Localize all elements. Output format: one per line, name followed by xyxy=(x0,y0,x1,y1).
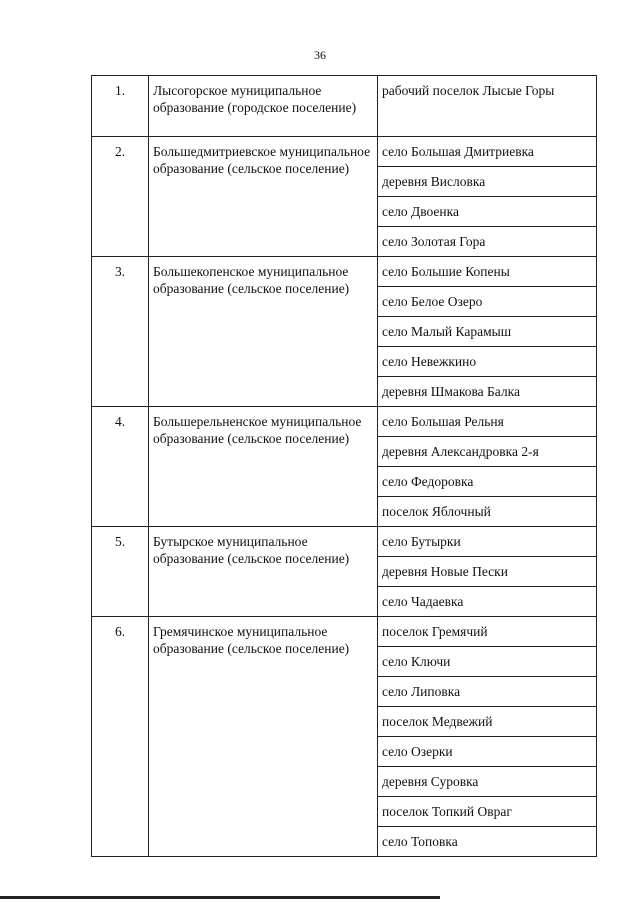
municipality-name: Большерельненское муниципальное образование (сельское поселение) xyxy=(149,407,378,527)
settlement-name: село Невежкино xyxy=(378,347,597,377)
settlement-name: село Ключи xyxy=(378,647,597,677)
settlement-name: село Федоровка xyxy=(378,467,597,497)
municipality-name: Большекопенское муниципальное образование (сельское поселение) xyxy=(149,257,378,407)
settlement-name: село Чадаевка xyxy=(378,587,597,617)
settlement-name: село Белое Озеро xyxy=(378,287,597,317)
settlement-name: село Озерки xyxy=(378,737,597,767)
settlement-name: деревня Суровка xyxy=(378,767,597,797)
settlement-name: село Двоенка xyxy=(378,197,597,227)
row-number: 3. xyxy=(92,257,149,407)
settlement-name: село Липовка xyxy=(378,677,597,707)
row-number: 2. xyxy=(92,137,149,257)
settlement-name: поселок Гремячий xyxy=(378,617,597,647)
settlement-name: поселок Медвежий xyxy=(378,707,597,737)
settlement-name: село Топовка xyxy=(378,827,597,857)
table-row xyxy=(92,76,597,137)
table-row xyxy=(92,257,597,287)
scan-edge-line xyxy=(0,896,440,899)
settlement-name: деревня Висловка xyxy=(378,167,597,197)
settlement-name: деревня Шмакова Балка xyxy=(378,377,597,407)
table-row xyxy=(92,527,597,557)
municipality-name: Гремячинское муниципальное образование (сельское поселение) xyxy=(149,617,378,857)
settlement-name: поселок Топкий Овраг xyxy=(378,797,597,827)
settlement-name: село Большие Копены xyxy=(378,257,597,287)
settlement-name: село Малый Карамыш xyxy=(378,317,597,347)
table-row xyxy=(92,617,597,647)
settlement-name: село Золотая Гора xyxy=(378,227,597,257)
table-body xyxy=(92,76,597,857)
settlement-name: село Большая Рельня xyxy=(378,407,597,437)
table-row xyxy=(92,137,597,167)
table-row xyxy=(92,407,597,437)
municipality-name: Большедмитриевское муниципальное образование (сельское поселение) xyxy=(149,137,378,257)
municipality-name: Бутырское муниципальное образование (сельское поселение) xyxy=(149,527,378,617)
municipality-table xyxy=(91,75,597,857)
page-number: 36 xyxy=(314,48,326,62)
settlement-name: деревня Александровка 2-я xyxy=(378,437,597,467)
row-number: 5. xyxy=(92,527,149,617)
row-number: 6. xyxy=(92,617,149,857)
row-number: 4. xyxy=(92,407,149,527)
municipality-name: Лысогорское муниципальное образование (городское поселение) xyxy=(149,76,378,137)
settlement-name: рабочий поселок Лысые Горы xyxy=(378,76,597,137)
settlement-name: село Большая Дмитриевка xyxy=(378,137,597,167)
settlement-name: поселок Яблочный xyxy=(378,497,597,527)
settlement-name: село Бутырки xyxy=(378,527,597,557)
settlement-name: деревня Новые Пески xyxy=(378,557,597,587)
row-number: 1. xyxy=(92,76,149,137)
